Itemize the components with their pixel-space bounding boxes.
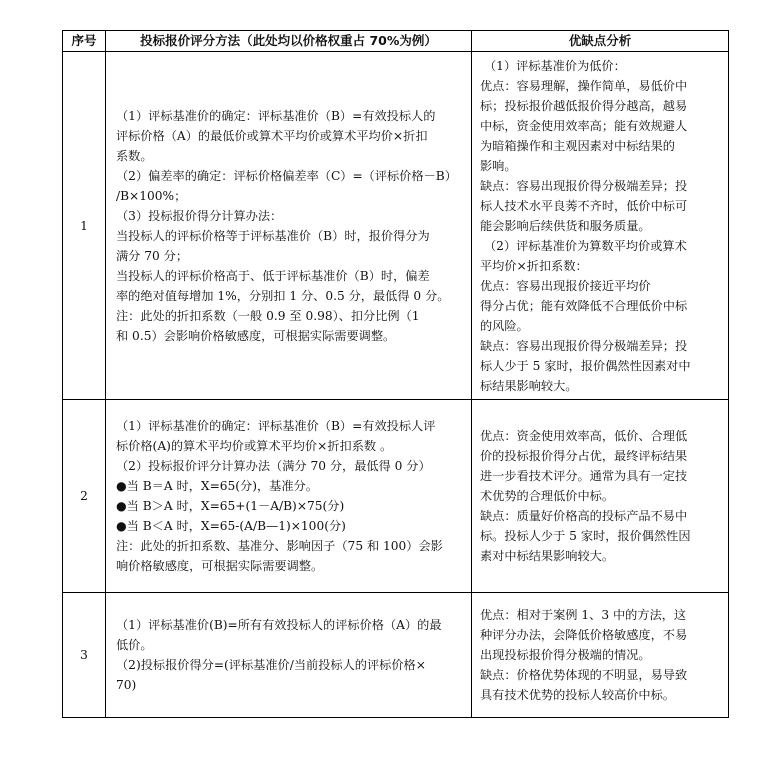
method-line: 当投标人的评标价格高于、低于评标基准价（B）时，偏差 <box>116 268 430 283</box>
method-line: 当投标人的评标价格等于评标基准价（B）时，报价得分为 <box>116 228 430 243</box>
method-line: ●当 B＝A 时，X=65(分)，基准分。 <box>116 479 318 493</box>
analysis-line: 平均价×折扣系数： <box>480 258 588 273</box>
analysis-line: 优点：相对于案例 1、3 中的方法，这 <box>480 608 687 622</box>
analysis-line: 优点：容易理解，操作简单，易低价中 <box>480 78 688 93</box>
analysis-line: （1）评标基准价为低价： <box>484 58 626 73</box>
method-line: 满分 70 分； <box>116 248 189 263</box>
analysis-line: 术优势的合理低价中标。 <box>480 489 615 503</box>
method-line: 响价格敏感度，可根据实际需要调整。 <box>116 559 324 573</box>
analysis-line: （2）评标基准价为算数平均价或算术 <box>484 238 687 253</box>
method-line: （2)投标报价得分=(评标基准价/当前投标人的评标价格× <box>116 658 426 672</box>
method-line: （3）投标报价得分计算办法： <box>116 208 283 223</box>
method-line: （2）偏差率的确定：评标价格偏差率（C）=（评标价格－B） <box>116 168 457 183</box>
method-line: 率的绝对值每增加 1%，分别扣 1 分、0.5 分，最低得 0 分。 <box>116 288 450 303</box>
method-line: （2）投标报价评分计算办法（满分 70 分，最低得 0 分） <box>116 459 431 473</box>
method-line: 70) <box>116 678 137 692</box>
analysis-line: 得分占优；能有效降低不合理低价中标 <box>480 298 688 313</box>
header-analysis: 优缺点分析 <box>472 31 729 52</box>
method-line: （1）评标基准价的确定：评标基准价（B）=有效投标人评 <box>116 419 436 433</box>
method-line: 系数。 <box>116 148 153 163</box>
method-line: 和 0.5）会影响价格敏感度，可根据实际需要调整。 <box>116 328 396 343</box>
method-line: 注：此处的折扣系数、基准分、影响因子（75 和 100）会影 <box>116 539 443 553</box>
row-method-cell <box>106 52 472 400</box>
analysis-line: 为暗箱操作和主观因素对中标结果的 <box>480 138 675 153</box>
analysis-line: 标人技术水平良莠不齐时，低价中标可 <box>480 198 688 213</box>
row-method-cell <box>106 593 472 718</box>
row-analysis-cell <box>472 400 729 593</box>
analysis-line: 具有技术优势的投标人较高价中标。 <box>480 688 675 702</box>
method-line: 注：此处的折扣系数（一般 0.9 至 0.98）、扣分比例（1 <box>116 308 420 323</box>
method-line: ●当 B＞A 时，X=65+(1－A/B)×75(分) <box>116 499 345 513</box>
method-line: /B×100%； <box>116 188 187 203</box>
header-seq: 序号 <box>63 31 106 52</box>
method-line: ●当 B＜A 时，X=65-(A/B—1)×100(分) <box>116 519 346 533</box>
analysis-line: 影响。 <box>480 158 517 173</box>
table-header-row <box>63 31 729 52</box>
table-row <box>63 52 729 400</box>
analysis-line: 优点：资金使用效率高，低价、合理低 <box>480 429 688 443</box>
row-method-cell <box>106 400 472 593</box>
analysis-line: 中标，资金使用效率高；能有效规避人 <box>480 118 688 133</box>
analysis-line: 素对中标结果影响较大。 <box>480 549 615 563</box>
row-seq: 1 <box>63 52 106 400</box>
analysis-line: 能会影响后续供货和服务质量。 <box>480 218 651 233</box>
table-row <box>63 400 729 593</box>
scoring-method-table <box>62 30 729 718</box>
analysis-line: 标结果影响较大。 <box>480 378 578 393</box>
header-method: 投标报价评分方法（此处均以价格权重占 70%为例） <box>106 31 472 52</box>
row-seq: 3 <box>63 593 106 718</box>
analysis-line: 的风险。 <box>480 318 529 333</box>
method-line: （1）评标基准价(B)=所有有效投标人的评标价格（A）的最 <box>116 618 442 632</box>
method-line: 标价格(A)的算术平均价或算术平均价×折扣系数 。 <box>116 439 393 453</box>
row-analysis-cell <box>472 52 729 400</box>
analysis-line: 优点：容易出现报价接近平均价 <box>480 278 651 293</box>
method-line: 评标价格（A）的最低价或算术平均价或算术平均价×折扣 <box>116 128 428 143</box>
row-analysis-cell <box>472 593 729 718</box>
analysis-line: 标；投标报价越低报价得分越高，越易 <box>480 98 688 113</box>
analysis-line: 进一步看技术评分。通常为具有一定技 <box>480 469 688 483</box>
analysis-line: 价的投标报价得分占优，最终评标结果 <box>480 449 688 463</box>
analysis-line: 标。投标人少于 5 家时，报价偶然性因 <box>480 529 691 543</box>
method-line: 低价。 <box>116 638 153 652</box>
analysis-line: 标人少于 5 家时，报价偶然性因素对中 <box>480 358 691 373</box>
row-seq: 2 <box>63 400 106 593</box>
method-line: （1）评标基准价的确定：评标基准价（B）=有效投标人的 <box>116 108 436 123</box>
analysis-line: 缺点：容易出现报价得分极端差异；投 <box>480 338 688 353</box>
analysis-line: 缺点：质量好价格高的投标产品不易中 <box>480 509 688 523</box>
analysis-line: 出现投标报价得分极端的情况。 <box>480 648 651 662</box>
table-row <box>63 593 729 718</box>
analysis-line: 种评分办法，会降低价格敏感度，不易 <box>480 628 688 642</box>
analysis-line: 缺点：容易出现报价得分极端差异；投 <box>480 178 688 193</box>
analysis-line: 缺点：价格优势体现的不明显，易导致 <box>480 668 688 682</box>
